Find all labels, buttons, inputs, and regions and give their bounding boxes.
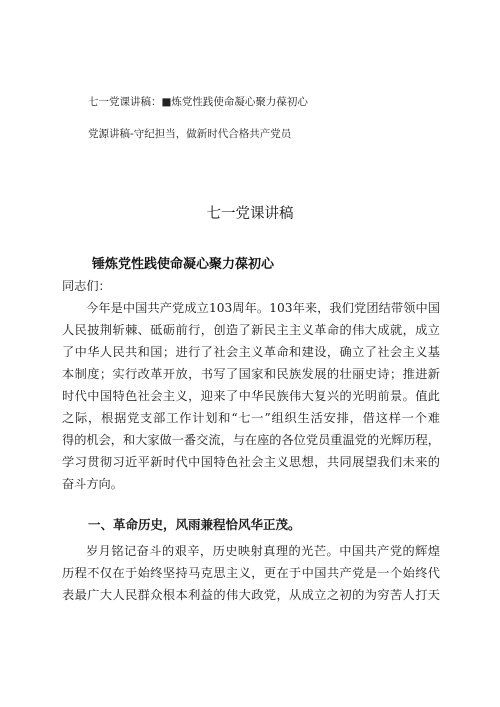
paragraph-history — [62, 540, 440, 606]
document-title: 七一党课讲稿 — [206, 206, 294, 222]
paragraph-line: 得的机会，和大家做一番交流，与在座的各位党员重温党的光辉历程， — [62, 433, 440, 447]
paragraph-line: 今年是中国共产党成立103周年。103年来，我们党团结带领中国 — [86, 301, 440, 315]
paragraph-line: 学习贯彻习近平新时代中国特色社会主义思想，共同展望我们未来的 — [62, 455, 440, 469]
paragraph-intro — [62, 297, 440, 495]
toc-entry-1[interactable]: 七一党课讲稿：■炼党性践使命凝心聚力葆初心 — [88, 96, 308, 108]
paragraph-line: 之际，根据党支部工作计划和“七一”组织生活安排，借这样一个难 — [62, 411, 440, 425]
salutation: 同志们： — [62, 279, 111, 293]
paragraph-line: 历程不仅在于始终坚持马克思主义，更在于中国共产党是一个始终代 — [62, 566, 440, 580]
document-subtitle: 锤炼党性践使命凝心聚力葆初心 — [92, 257, 275, 272]
paragraph-line: 时代中国特色社会主义，迎来了中华民族伟大复兴的光明前景。值此 — [62, 389, 440, 403]
paragraph-line: 人民披荆斩棘、砥砺前行，创造了新民主主义革命的伟大成就，成立 — [62, 323, 440, 337]
paragraph-line: 本制度；实行改革开放，书写了国家和民族发展的壮丽史诗；推进新 — [62, 367, 440, 381]
paragraph-line: 岁月铭记奋斗的艰辛，历史映射真理的光芒。中国共产党的辉煌 — [86, 544, 440, 558]
toc-entry-2[interactable]: 党源讲稿-守纪担当，做新时代合格共产党员 — [88, 128, 292, 140]
section-heading: 一、革命历史，风雨兼程恰风华正茂。 — [88, 517, 301, 532]
paragraph-line: 了中华人民共和国；进行了社会主义革命和建设，确立了社会主义基 — [62, 345, 440, 359]
paragraph-line: 表最广大人民群众根本利益的伟大政党，从成立之初的为穷苦人打天 — [62, 588, 440, 602]
paragraph-line: 奋斗方向。 — [62, 477, 123, 491]
